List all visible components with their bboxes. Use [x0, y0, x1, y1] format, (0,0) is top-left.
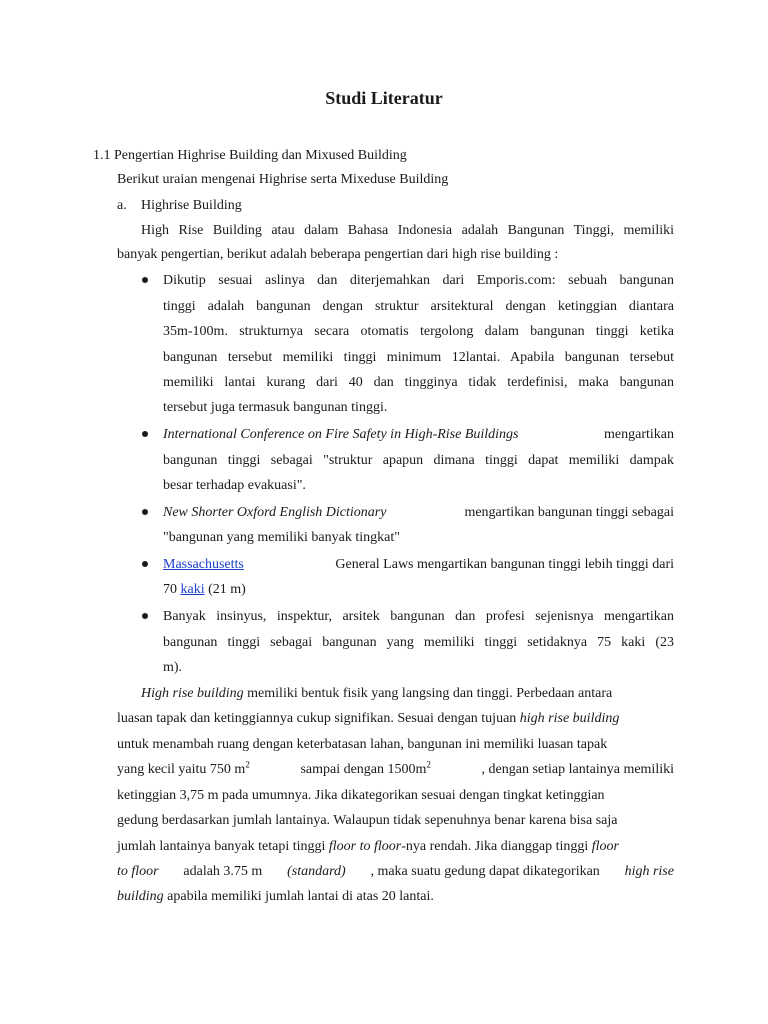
para2-text: , maka suatu gedung dapat dikategorikan: [370, 864, 600, 879]
bullet5-line: Banyak insinyus, inspektur, arsitek bangunan dan profesi sejenisnya mengartikan: [163, 609, 674, 624]
para2-text: , dengan setiap lantainya memiliki: [481, 762, 674, 777]
bullet4-rest2: (21 m): [204, 582, 246, 597]
bullet-icon: [142, 561, 148, 567]
sub-heading: Highrise Building: [141, 198, 242, 213]
superscript: 2: [245, 759, 250, 770]
bullet1-line: Dikutip sesuai aslinya dan diterjemahkan dari Emporis.com: sebuah bangunan: [163, 273, 674, 288]
bullet-icon: [142, 509, 148, 515]
high-rise-italic: High rise building: [141, 686, 244, 701]
bullet1-line: tersebut juga termasuk bangunan tinggi.: [163, 400, 388, 415]
para2-text: jumlah lantainya banyak tetapi tinggi: [117, 839, 329, 854]
bullet4-line1: [163, 555, 674, 575]
bullet2-line: besar terhadap evakuasi".: [163, 478, 306, 493]
superscript: 2: [426, 759, 431, 770]
bullet2-rest: mengartikan: [604, 427, 674, 442]
intro-line: Berikut uraian mengenai Highrise serta Mixeduse Building: [117, 172, 449, 187]
bullet5-line: m).: [163, 660, 183, 675]
floor-italic: floor: [591, 839, 619, 854]
para2-text: luasan tapak dan ketinggiannya cukup signifikan. Sesuai dengan tujuan: [117, 711, 520, 726]
para2-l4-part: [117, 760, 250, 780]
floor-to-floor-italic: floor to floor: [328, 839, 402, 854]
standard-italic: (standard): [287, 864, 346, 879]
section-heading: 1.1 Pengertian Highrise Building dan Mixused Building: [93, 148, 407, 163]
para2-text: sampai dengan 1500m: [300, 762, 427, 777]
para2-line8: [117, 862, 674, 882]
bullet3-source-italic: New Shorter Oxford English Dictionary: [163, 505, 387, 520]
para2-line9: [117, 887, 434, 907]
page-title: Studi Literatur: [325, 88, 443, 108]
bullet1-line: 35m-100m. strukturnya secara otomatis tergolong dalam bangunan tinggi ketika: [163, 324, 674, 339]
bullet3-line2: "bangunan yang memiliki banyak tingkat": [163, 530, 400, 545]
bullet-icon: [142, 613, 148, 619]
para2-line5: ketinggian 3,75 m pada umumnya. Jika dikategorikan sesuai dengan tingkat ketinggian: [117, 788, 605, 803]
bullet3-line1: [163, 503, 674, 523]
para2-line7: [117, 837, 619, 857]
high-rise-italic: high rise: [624, 864, 674, 879]
para2-text: adalah 3.75 m: [183, 864, 263, 879]
para1-line: banyak pengertian, berikut adalah beberapa pengertian dari high rise building :: [117, 247, 559, 262]
massachusetts-link[interactable]: Massachusetts: [163, 557, 244, 572]
para2-line3: untuk menambah ruang dengan keterbatasan lahan, bangunan ini memiliki luasan tapak: [117, 737, 608, 752]
bullet4-rest1: General Laws mengartikan bangunan tinggi lebih tinggi dari: [335, 557, 674, 572]
bullet2-line1: [163, 425, 674, 445]
bullet4-line2: [163, 580, 246, 600]
para2-text: yang kecil yaitu 750 m: [117, 762, 246, 777]
kaki-link[interactable]: kaki: [180, 582, 205, 597]
building-italic: building: [117, 889, 164, 904]
bullet3-rest: mengartikan bangunan tinggi sebagai: [464, 505, 674, 520]
bullet1-line: memiliki lantai kurang dari 40 dan tingginya tidak terdefinisi, maka bangunan: [163, 375, 674, 390]
para2-text: -nya rendah. Jika dianggap tinggi: [401, 839, 592, 854]
bullet-icon: [142, 431, 148, 437]
bullet1-line: tinggi adalah bangunan dengan struktur arsitektural dengan ketinggian diantara: [163, 299, 674, 314]
para2-l4-part: [300, 760, 430, 780]
high-rise-italic: high rise building: [519, 711, 620, 726]
para2-text: apabila memiliki jumlah lantai di atas 20 lantai.: [163, 889, 434, 904]
bullet-icon: [142, 277, 148, 283]
para2-line4: [117, 760, 674, 780]
para2-line1: [141, 684, 612, 704]
bullet4-pre2: 70: [163, 582, 181, 597]
para2-text: memiliki bentuk fisik yang langsing dan tinggi. Perbedaan antara: [243, 686, 613, 701]
bullet2-source-italic: International Conference on Fire Safety in High-Rise Buildings: [163, 427, 519, 442]
sub-heading-marker: a.: [117, 198, 127, 213]
bullet1-line: bangunan tersebut memiliki tinggi minimum 12lantai. Apabila bangunan tersebut: [163, 350, 674, 365]
para2-line2: [117, 709, 619, 729]
to-floor-italic: to floor: [117, 864, 159, 879]
para2-line6: gedung berdasarkan jumlah lantainya. Walaupun tidak sepenuhnya benar karena bisa saja: [117, 813, 618, 828]
bullet2-line: bangunan tinggi sebagai "struktur apapun dimana tinggi dapat memiliki dampak: [163, 453, 674, 468]
bullet5-line: bangunan tinggi sebagai bangunan yang memiliki tinggi setidaknya 75 kaki (23: [163, 635, 674, 650]
para1-line: High Rise Building atau dalam Bahasa Indonesia adalah Bangunan Tinggi, memiliki: [141, 223, 674, 238]
